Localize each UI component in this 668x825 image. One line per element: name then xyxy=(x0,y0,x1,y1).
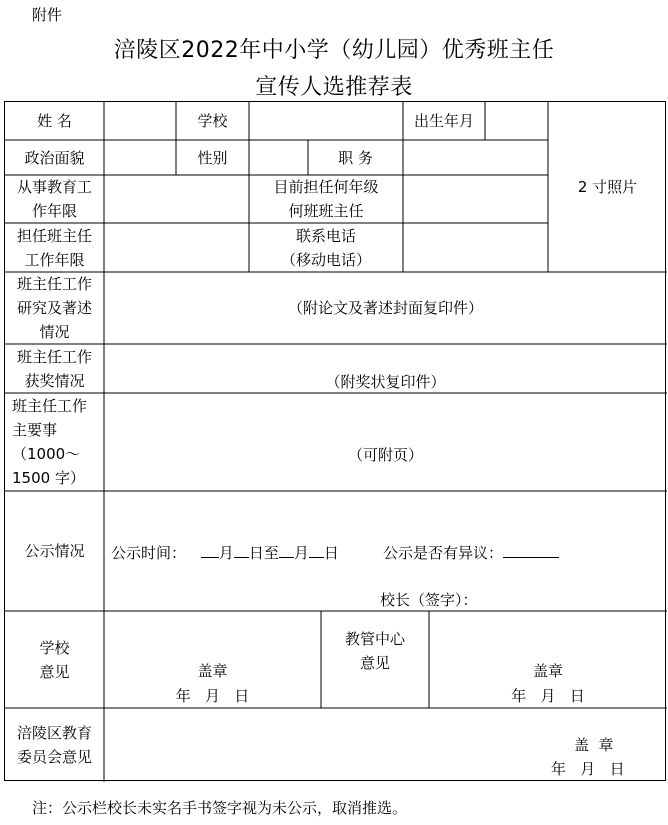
label-school-opinion xyxy=(5,611,104,708)
label-school-opinion-line1: 学校 xyxy=(39,638,70,657)
research-hint: （附论文及著述封面复印件） xyxy=(287,299,483,317)
gender-field[interactable] xyxy=(249,140,308,175)
label-committee-line2: 委员会意见 xyxy=(16,747,92,766)
awards-field[interactable] xyxy=(104,344,667,393)
objection-line xyxy=(383,541,559,565)
page-title: 涪陵区2022年中小学（幼儿园）优秀班主任 xyxy=(113,38,555,63)
label-hr-years-line1: 担任班主任 xyxy=(16,226,92,245)
label-research xyxy=(5,272,104,344)
name-field[interactable] xyxy=(104,102,176,140)
objection-label: 公示是否有异议： xyxy=(383,544,504,562)
end-day-input[interactable] xyxy=(309,557,324,558)
label-deeds-line2: 主要事 xyxy=(12,421,58,439)
label-center-opinion-line2: 意见 xyxy=(359,653,390,672)
label-contact xyxy=(249,223,403,272)
committee-date: 年 月 日 xyxy=(551,760,625,778)
label-deeds xyxy=(5,393,104,491)
research-field[interactable] xyxy=(104,272,667,344)
objection-input[interactable] xyxy=(503,557,559,558)
label-deeds-line1: 班主任工作 xyxy=(12,397,88,415)
school-field[interactable] xyxy=(249,102,403,140)
label-publicity: 公示情况 xyxy=(24,542,85,560)
center-seal: 盖章 xyxy=(532,662,563,680)
label-position: 职 务 xyxy=(338,148,373,167)
label-center-opinion-line1: 教管中心 xyxy=(344,629,405,648)
center-date: 年 月 日 xyxy=(511,687,585,705)
label-political: 政治面貌 xyxy=(24,148,85,167)
deeds-hint: （可附页） xyxy=(347,446,423,464)
label-deeds-line3: （1000～ xyxy=(12,445,81,463)
position-field[interactable] xyxy=(403,140,548,175)
label-hr-years xyxy=(5,223,104,272)
label-contact-line1: 联系电话 xyxy=(295,226,356,245)
attachment-label: 附件 xyxy=(32,6,63,24)
label-grade-class-line2: 何班班主任 xyxy=(288,202,364,220)
page-subtitle: 宣传人选推荐表 xyxy=(255,75,413,100)
publicity-time-line xyxy=(111,541,339,565)
label-school-opinion-line2: 意见 xyxy=(39,662,70,681)
day-to-label: 日至 xyxy=(248,544,279,562)
footnote: 注：公示栏校长未实名手书签字视为未公示，取消推选。 xyxy=(32,799,408,817)
committee-seal: 盖 章 xyxy=(574,736,614,754)
label-awards xyxy=(5,344,104,393)
school-date: 年 月 日 xyxy=(175,687,250,705)
day-label: 日 xyxy=(323,544,339,562)
label-name: 姓 名 xyxy=(37,112,72,130)
edu-years-field[interactable] xyxy=(104,175,249,223)
label-contact-line2: （移动电话） xyxy=(280,250,371,269)
label-edu-years-line2: 作年限 xyxy=(31,202,77,220)
grade-class-field[interactable] xyxy=(403,175,548,223)
label-grade-class-line1: 目前担任何年级 xyxy=(273,178,379,196)
label-committee-line1: 涪陵区教育 xyxy=(16,723,92,742)
deeds-field[interactable] xyxy=(104,393,667,491)
recommendation-form xyxy=(4,101,666,781)
start-month-input[interactable] xyxy=(201,557,219,558)
awards-hint: （附奖状复印件） xyxy=(325,372,446,391)
label-deeds-line4: 1500 字） xyxy=(12,469,85,487)
label-research-line2: 研究及著述 xyxy=(16,299,92,317)
photo-area: 2 寸照片 xyxy=(577,178,638,196)
start-day-input[interactable] xyxy=(234,557,249,558)
school-seal: 盖章 xyxy=(197,662,228,680)
label-research-line3: 情况 xyxy=(39,323,70,341)
label-birth: 出生年月 xyxy=(413,112,474,130)
label-committee-opinion xyxy=(5,708,104,781)
political-field[interactable] xyxy=(104,140,176,175)
birth-field[interactable] xyxy=(485,102,548,140)
label-center-opinion xyxy=(321,611,429,708)
month-label-1: 月 xyxy=(218,544,234,562)
principal-sign-label: 校长（签字）： xyxy=(380,591,478,609)
hr-years-field[interactable] xyxy=(104,223,249,272)
label-grade-class xyxy=(249,175,403,223)
label-school: 学校 xyxy=(197,112,228,130)
contact-field[interactable] xyxy=(403,223,548,272)
label-hr-years-line2: 工作年限 xyxy=(24,250,85,269)
label-edu-years xyxy=(5,175,104,223)
publicity-time-label: 公示时间： xyxy=(111,544,187,562)
end-month-input[interactable] xyxy=(279,557,294,558)
label-edu-years-line1: 从事教育工 xyxy=(16,178,92,196)
label-awards-line1: 班主任工作 xyxy=(16,347,92,366)
label-research-line1: 班主任工作 xyxy=(16,275,92,293)
label-gender: 性别 xyxy=(197,148,228,167)
label-awards-line2: 获奖情况 xyxy=(24,371,85,390)
month-label-2: 月 xyxy=(293,544,309,562)
